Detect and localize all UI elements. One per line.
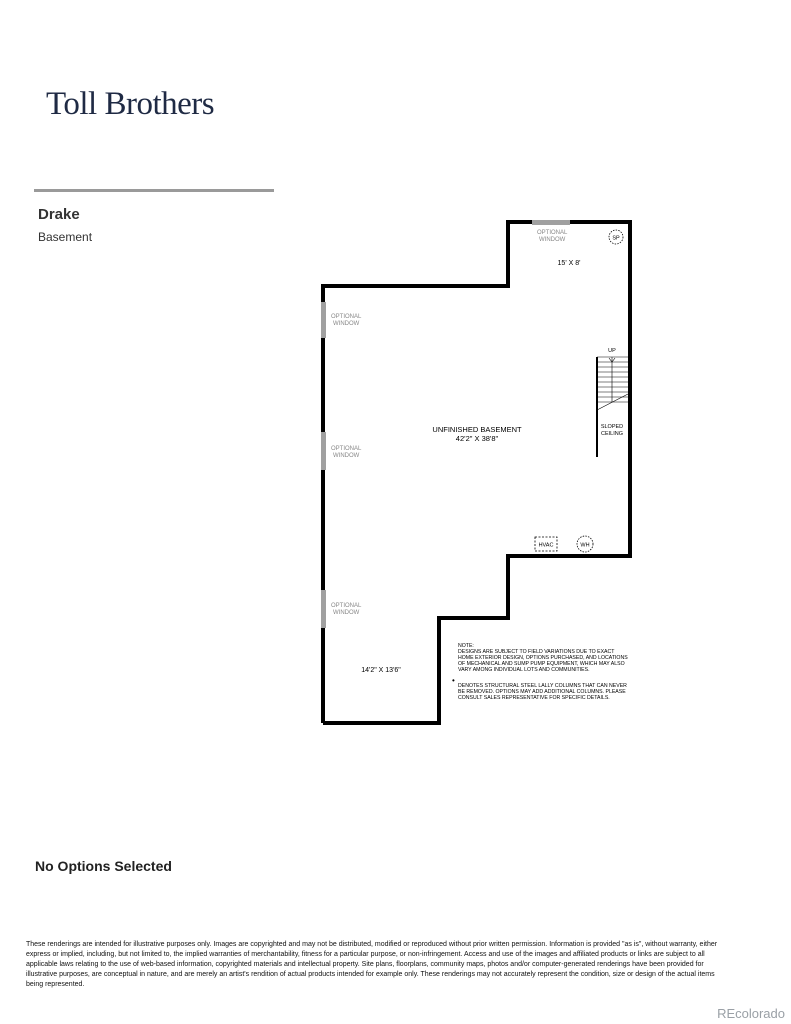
- main-room-dimensions: 42'2" X 38'8": [455, 434, 499, 443]
- sloped-ceiling-label: CEILING: [600, 431, 624, 437]
- optional-window-label: OPTIONAL: [537, 230, 568, 236]
- stair-up-label: UP: [608, 348, 616, 354]
- options-status: No Options Selected: [35, 858, 172, 874]
- optional-window-label: OPTIONAL: [331, 446, 362, 452]
- optional-window-label: WINDOW: [333, 321, 360, 327]
- hvac-label: HVAC: [538, 542, 554, 549]
- floor-name: Basement: [38, 230, 93, 244]
- optional-window-label: WINDOW: [539, 237, 566, 243]
- main-room-name: UNFINISHED BASEMENT: [432, 425, 522, 434]
- optional-window-marker: [321, 302, 326, 338]
- optional-window-label: WINDOW: [333, 453, 360, 459]
- note-line: VARY AMONG INDIVIDUAL LOTS AND COMMUNITIES.: [458, 667, 590, 673]
- note-line: DENOTES STRUCTURAL STEEL LALLY COLUMNS THAT CAN NEVER: [458, 683, 627, 689]
- note-line: DESIGNS ARE SUBJECT TO FIELD VARIATIONS DUE TO EXACT: [458, 649, 615, 655]
- sump-pump-label: SP: [612, 235, 620, 242]
- column-bullet: •: [452, 676, 455, 685]
- stairs: [597, 357, 628, 457]
- note-line: BE REMOVED. OPTIONS MAY ADD ADDITIONAL COLUMNS. PLEASE: [458, 689, 626, 695]
- note-line: CONSULT SALES REPRESENTATIVE FOR SPECIFIC DETAILS.: [458, 695, 610, 701]
- optional-window-marker: [321, 432, 326, 470]
- optional-window-label: OPTIONAL: [331, 314, 362, 320]
- optional-window-marker: [321, 590, 326, 628]
- model-name: Drake: [38, 206, 80, 223]
- room-top-dimensions: 15' X 8': [557, 260, 581, 267]
- room-bottom-dimensions: 14'2" X 13'6": [361, 667, 401, 674]
- exterior-wall: [323, 222, 630, 723]
- sloped-ceiling-label: SLOPED: [600, 424, 624, 430]
- note-line: HOME EXTERIOR DESIGN, OPTIONS PURCHASED, AND LOCATIONS: [458, 655, 628, 661]
- toll-brothers-logo: Toll Brothers: [46, 86, 215, 122]
- optional-window-label: WINDOW: [333, 610, 360, 616]
- recolorado-watermark: REcolorado: [717, 1006, 785, 1021]
- plan-note: [452, 643, 628, 701]
- optional-window-marker: [532, 220, 570, 225]
- note-title: NOTE:: [458, 643, 474, 649]
- note-line: OF MECHANICAL AND SUMP PUMP EQUIPMENT, WHICH MAY ALSO: [458, 661, 625, 667]
- legal-disclaimer: These renderings are intended for illustrative purposes only. Images are copyrighted and may not be distributed, modified or reproduced without prior written permission. Information is provided "as is", without warranty, either express or implied, including, but not limited to, the implied warranties of merchantability, fitness for a particular purpose, or non-infringement. Access and use of the images and affiliated products or links are subject to all applicable laws relating to the use of web-based information, copyrighted materials and intellectual property. Site plans, floorplans, community maps, photos and/or computer-generated renderings have been provided for illustrative purposes, are conceptual in nature, and are merely an artist's rendition of actual products intended for example only. These renderings may not accurately represent the condition, size or design of the actual items being represented.: [26, 941, 718, 988]
- water-heater-label: WH: [580, 542, 590, 549]
- optional-window-label: OPTIONAL: [331, 603, 362, 609]
